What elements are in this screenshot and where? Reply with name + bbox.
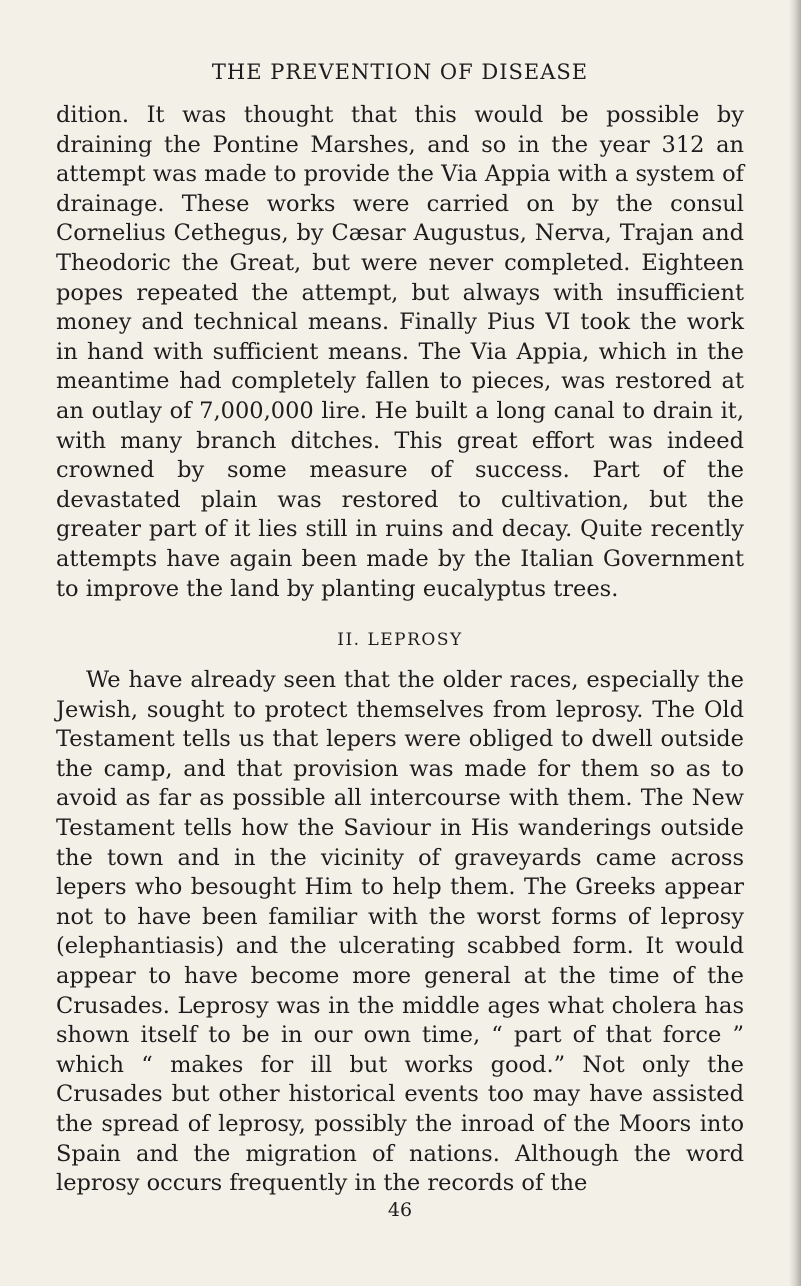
book-page [56, 58, 744, 1221]
running-head: THE PREVENTION OF DISEASE [211, 60, 589, 84]
page-edge-shadow [789, 0, 801, 1286]
paragraph-drainage: dition. It was thought that this would be possible by draining the Pontine Marshes, and so in the year 312 an attempt was made to provide the Via Appia with a system of drainage. These works were carried on by the consul Cornelius Cethegus, by Cæsar Augustus, Nerva, Trajan and Theodoric the Great, but were never completed. Eighteen popes repeated the attempt, but always with insufficient money and technical means. Finally Pius VI took the work in hand with sufficient means. The Via Appia, which in the meantime had completely fallen to pieces, was restored at an outlay of 7,000,000 lire. He built a long canal to drain it, with many branch ditches. This great effort was indeed crowned by some measure of success. Part of the devastated plain was restored to cultivation, but the greater part of it lies still in ruins and decay. Quite recently attempts have again been made by the Italian Government to improve the land by planting eucalyptus trees. [56, 102, 744, 602]
paragraph-leprosy: We have already seen that the older races, especially the Jewish, sought to protect themselves from leprosy. The Old Testament tells us that lepers were obliged to dwell outside the camp, and that provision was made for them so as to avoid as far as possible all intercourse with them. The New Testament tells how the Saviour in His wanderings outside the town and in the vicinity of graveyards came across lepers who besought Him to help them. The Greeks appear not to have been familiar with the worst forms of leprosy (elephantiasis) and the ulcerating scabbed form. It would appear to have become more general at the time of the Crusades. Leprosy was in the middle ages what cholera has shown itself to be in our own time, “ part of that force ” which “ makes for ill but works good.” Not only the Crusades but other historical events too may have assisted the spread of leprosy, possibly the inroad of the Moors into Spain and the migration of nations. Although the word leprosy occurs frequently in the records of the [56, 667, 744, 1197]
page-number: 46 [387, 1198, 413, 1221]
section-heading: II. LEPROSY [337, 630, 463, 651]
